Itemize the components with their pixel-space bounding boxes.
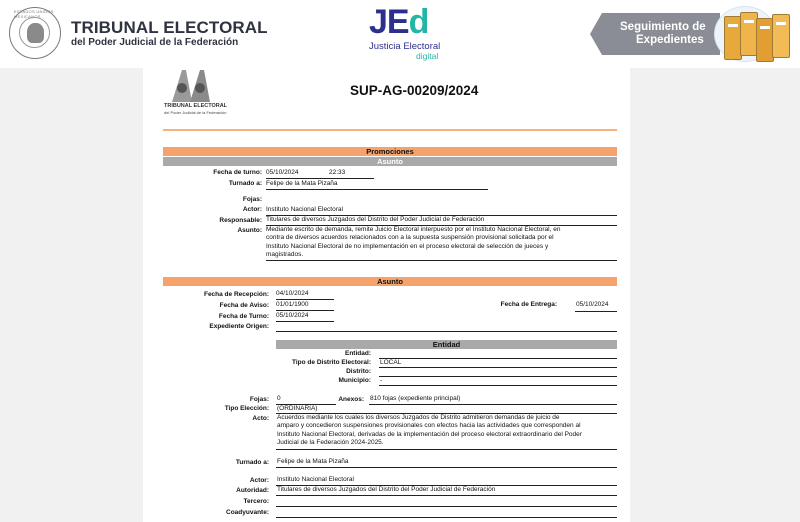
seguimiento-line2[interactable]: Expedientes [636, 34, 704, 46]
title-separator [163, 129, 617, 131]
tipo-eleccion-value: (ORDINARIA) [277, 405, 318, 412]
fecha-recepcion-value: 04/10/2024 [276, 290, 309, 297]
tercero-label: Tercero: [243, 498, 269, 505]
expediente-origen-label: Expediente Origen: [209, 323, 269, 330]
anexos-label: Anexos: [338, 396, 364, 403]
fecha-recepcion-label: Fecha de Recepción: [203, 291, 269, 298]
org-subtitle: del Poder Judicial de la Federación [71, 37, 239, 48]
jed-logo-d: d [408, 3, 429, 41]
fojas-label: Fojas: [242, 196, 262, 203]
turnado-2-label: Turnado a: [235, 459, 269, 466]
fecha-entrega-label: Fecha de Entrega: [500, 301, 557, 308]
logo-subtitle: del Poder Judicial de la Federación [164, 110, 227, 115]
org-title: TRIBUNAL ELECTORAL [71, 18, 268, 37]
promociones-subheader: Asunto [163, 157, 617, 166]
binders-icon [714, 2, 798, 66]
fojas-2-value: 0 [277, 395, 281, 402]
acto-text: Acuerdos mediante los cuales los diversos Juzgados de Distrito admitieron demandas de juicio de amparo y concedieron suspensiones provisionales con efectos hacia las actividades que corresponden al Instituto Nacional Electoral, derivadas de la implementación del proceso electoral extraordinario del Poder Judicial de la Federación 2024-2025. [277, 414, 582, 446]
seguimiento-line1[interactable]: Seguimiento de [620, 21, 706, 33]
responsable-value: Titulares de diversos Juzgados del Distrito del Poder Judicial de Federación [266, 216, 485, 223]
asunto-label: Asunto: [237, 227, 262, 234]
hora-turno-value: 22:33 [329, 169, 346, 176]
jed-subtitle-digital: digital [416, 51, 439, 61]
fecha-entrega-value: 05/10/2024 [576, 301, 609, 308]
jed-subtitle: Justicia Electoral [369, 41, 441, 52]
anexos-value: 810 fojas (expediente principal) [370, 395, 461, 402]
entidad-label: Entidad: [345, 350, 371, 357]
national-seal-icon [9, 7, 61, 59]
fecha-aviso-label: Fecha de Aviso: [219, 302, 269, 309]
fecha-turno-2-label: Fecha de Turno: [218, 313, 269, 320]
turnado-2-value: Felipe de la Mata Pizaña [277, 458, 349, 465]
actor-2-label: Actor: [249, 477, 269, 484]
expediente-title: SUP-AG-00209/2024 [350, 83, 479, 98]
jed-logo[interactable] [369, 5, 428, 39]
fecha-turno-2-value: 05/10/2024 [276, 312, 309, 319]
fecha-aviso-value: 01/01/1900 [276, 301, 309, 308]
fecha-turno-value: 05/10/2024 [266, 169, 299, 176]
fecha-turno-label: Fecha de turno: [213, 169, 262, 176]
logo-title: TRIBUNAL ELECTORAL [164, 103, 228, 109]
document-page [143, 68, 630, 522]
seal-text: ESTADOS UNIDOS MEXICANOS [14, 9, 54, 19]
municipio-value: - [380, 377, 383, 384]
fojas-2-label: Fojas: [249, 396, 269, 403]
entidad-header: Entidad [276, 340, 617, 349]
site-header [0, 0, 800, 68]
actor-2-value: Instituto Nacional Electoral [277, 476, 354, 483]
promociones-header: Promociones [163, 147, 617, 156]
actor-label: Actor: [242, 206, 262, 213]
asunto-text: Mediante escrito de demanda, remite Juicio Electoral interpuesto por el Instituto Nacional Electoral, en contra de diversos acuerdos relacionados con a la supuesta suspensión provisional solicitada por el Instituto Nacional Electoral de no implementación en el proceso electoral de selección de jueces y magistrados. [266, 226, 561, 258]
acto-label: Acto: [252, 415, 269, 422]
autoridad-value: Titulares de diversos Juzgados del Distrito del Poder Judicial de Federación [277, 486, 496, 493]
autoridad-label: Autoridad: [236, 487, 269, 494]
jed-logo-je: JE [369, 3, 409, 41]
tipo-eleccion-label: Tipo Elección: [224, 405, 269, 412]
municipio-label: Municipio: [338, 377, 371, 384]
coadyuvante-label: Coadyuvante: [226, 509, 269, 516]
actor-value: Instituto Nacional Electoral [266, 206, 343, 213]
turnado-label: Turnado a: [228, 180, 262, 187]
distrito-label: Distrito: [346, 368, 371, 375]
asunto-header: Asunto [163, 277, 617, 286]
responsable-label: Responsable: [219, 217, 262, 224]
tipo-distrito-value: LOCAL [380, 359, 402, 366]
tipo-distrito-label: Tipo de Distrito Electoral: [292, 359, 371, 366]
turnado-value: Felipe de la Mata Pizaña [266, 180, 338, 187]
